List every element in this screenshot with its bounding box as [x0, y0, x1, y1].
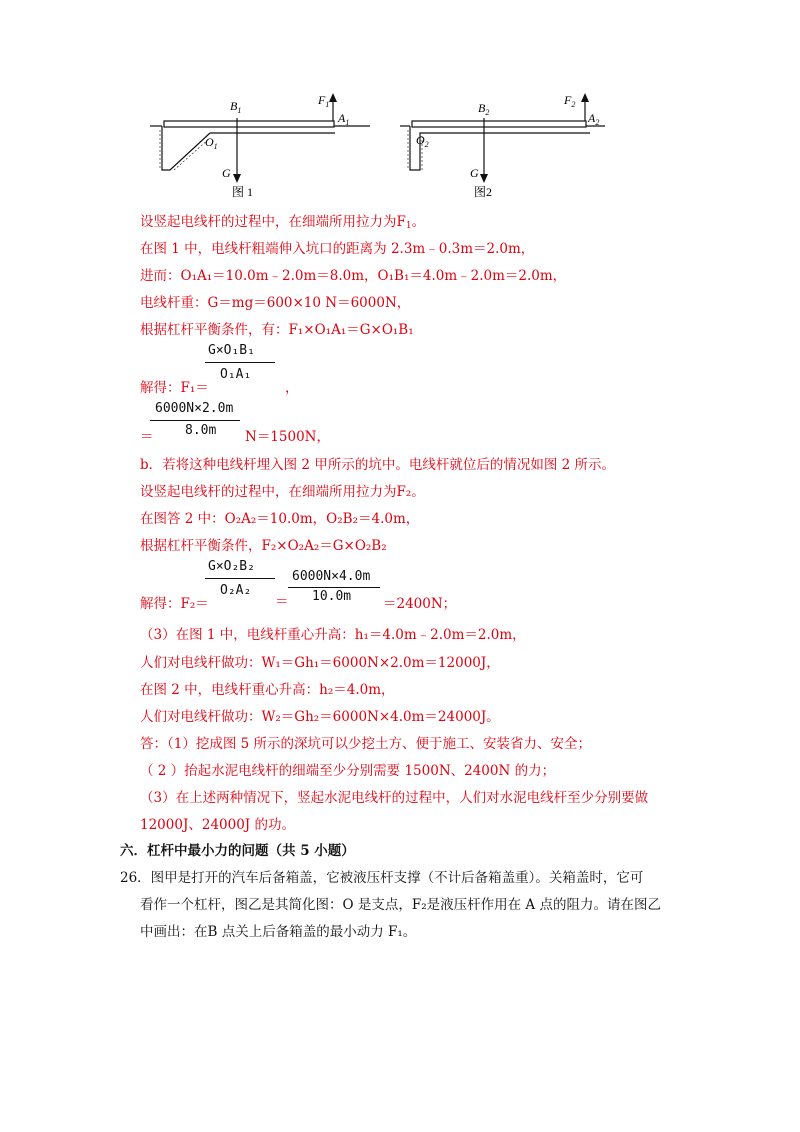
answer-line: 人们对电线杆做功：W₂＝Gh₂＝6000N×4.0m＝24000J。 — [140, 709, 500, 725]
fraction-bar — [288, 587, 380, 588]
fraction-numerator: 6000N×2.0m — [155, 401, 234, 416]
fraction-denominator: O₁A₁ — [220, 367, 252, 382]
fraction-numerator: 6000N×4.0m — [292, 569, 371, 584]
answer-line: 人们对电线杆做功：W₁＝Gh₁＝6000N×2.0m＝12000J， — [140, 655, 500, 671]
fraction-numerator: G×O₂B₂ — [208, 559, 255, 574]
fraction-denominator: 10.0m — [312, 589, 352, 604]
fig2-A-label: $A_2$ — [588, 111, 600, 127]
answer-line: 解得：F₂＝ — [140, 596, 209, 612]
fraction-numerator: G×O₁B₁ — [208, 343, 255, 358]
fraction-denominator: O₂A₂ — [220, 583, 252, 598]
question-line: 看作一个杠杆，图乙是其简化图：O 是支点，F₂是液压杆作用在 A 点的阻力。请在图乙 — [140, 897, 661, 913]
answer-line: ， — [285, 380, 299, 396]
fig1-F-label: $F_1$ — [318, 93, 330, 109]
answer-line: 在图答 2 中：O₂A₂＝10.0m，O₂B₂＝4.0m， — [140, 511, 420, 527]
answer-line: （3）在图 1 中，电线杆重心升高：h₁＝4.0m﹣2.0m＝2.0m， — [140, 627, 526, 643]
answer-line: N＝1500N， — [245, 429, 330, 445]
figure-2 — [400, 88, 630, 203]
answer-line: 在图 1 中，电线杆粗端伸入坑口的距离为 2.3m﹣0.3m＝2.0m， — [140, 241, 535, 257]
answer-line: （3）在上述两种情况下，竖起水泥电线杆的过程中，人们对水泥电线杆至少分别要做 — [140, 790, 649, 806]
section-title: 六．杠杆中最小力的问题（共 5 小题） — [120, 843, 355, 859]
answer-line: 根据杠杆平衡条件，F₂×O₂A₂＝G×O₂B₂ — [140, 538, 387, 554]
fig2-B-label: $B_2$ — [478, 101, 490, 117]
fig1-G-label: G — [222, 166, 231, 180]
answer-line: 答：（1）挖成图 5 所示的深坑可以少挖土方、便于施工、安装省力、安全； — [140, 736, 592, 752]
answer-line: 进而：O₁A₁＝10.0m﹣2.0m＝8.0m，O₁B₁＝4.0m﹣2.0m＝2.0m， — [140, 268, 567, 284]
question-line: 26．图甲是打开的汽车后备箱盖，它被液压杆支撑（不计后备箱盖重）。关箱盖时，它可 — [120, 870, 644, 886]
fig1-caption: 图 1 — [232, 185, 254, 199]
fraction-bar — [205, 362, 275, 363]
fraction-bar — [205, 578, 275, 579]
answer-line: 解得：F₁＝ — [140, 380, 209, 396]
answer-line: ＝ — [140, 429, 154, 445]
answer-line: 设竖起电线杆的过程中，在细端所用拉力为$F_1$。 — [140, 214, 426, 231]
fig1-B-label: $B_1$ — [230, 99, 242, 115]
answer-line: b．若将这种电线杆埋入图 2 甲所示的坑中。电线杆就位后的情况如图 2 所示。 — [140, 457, 615, 473]
figure-1 — [150, 88, 380, 203]
question-line: 中画出：在B 点关上后备箱盖的最小动力 F₁。 — [140, 924, 417, 940]
answer-line: ＝ — [275, 594, 289, 610]
answer-line: （ 2 ）抬起水泥电线杆的细端至少分别需要 1500N、2400N 的力； — [140, 763, 556, 779]
fig2-caption: 图2 — [474, 185, 493, 199]
fig1-O-label: $O_1$ — [205, 135, 218, 151]
fraction-denominator: 8.0m — [185, 423, 217, 438]
answer-line: 根据杠杆平衡条件，有：F₁×O₁A₁＝G×O₁B₁ — [140, 322, 414, 338]
answer-line: ＝2400N； — [383, 596, 457, 612]
answer-line: 在图 2 中，电线杆重心升高：h₂＝4.0m， — [140, 682, 395, 698]
fig2-F-label: $F_2$ — [564, 93, 576, 109]
fig1-A-label: $A_1$ — [338, 111, 350, 127]
answer-line: 设竖起电线杆的过程中，在细端所用拉力为F₂。 — [140, 484, 425, 500]
fraction-bar — [150, 420, 240, 421]
answer-line: 电线杆重：G＝mg＝600×10 N＝6000N， — [140, 295, 411, 311]
answer-line: 12000J、24000J 的功。 — [140, 817, 296, 833]
fig2-O-label: $O_2$ — [416, 133, 429, 149]
fig2-G-label: G — [470, 166, 479, 180]
